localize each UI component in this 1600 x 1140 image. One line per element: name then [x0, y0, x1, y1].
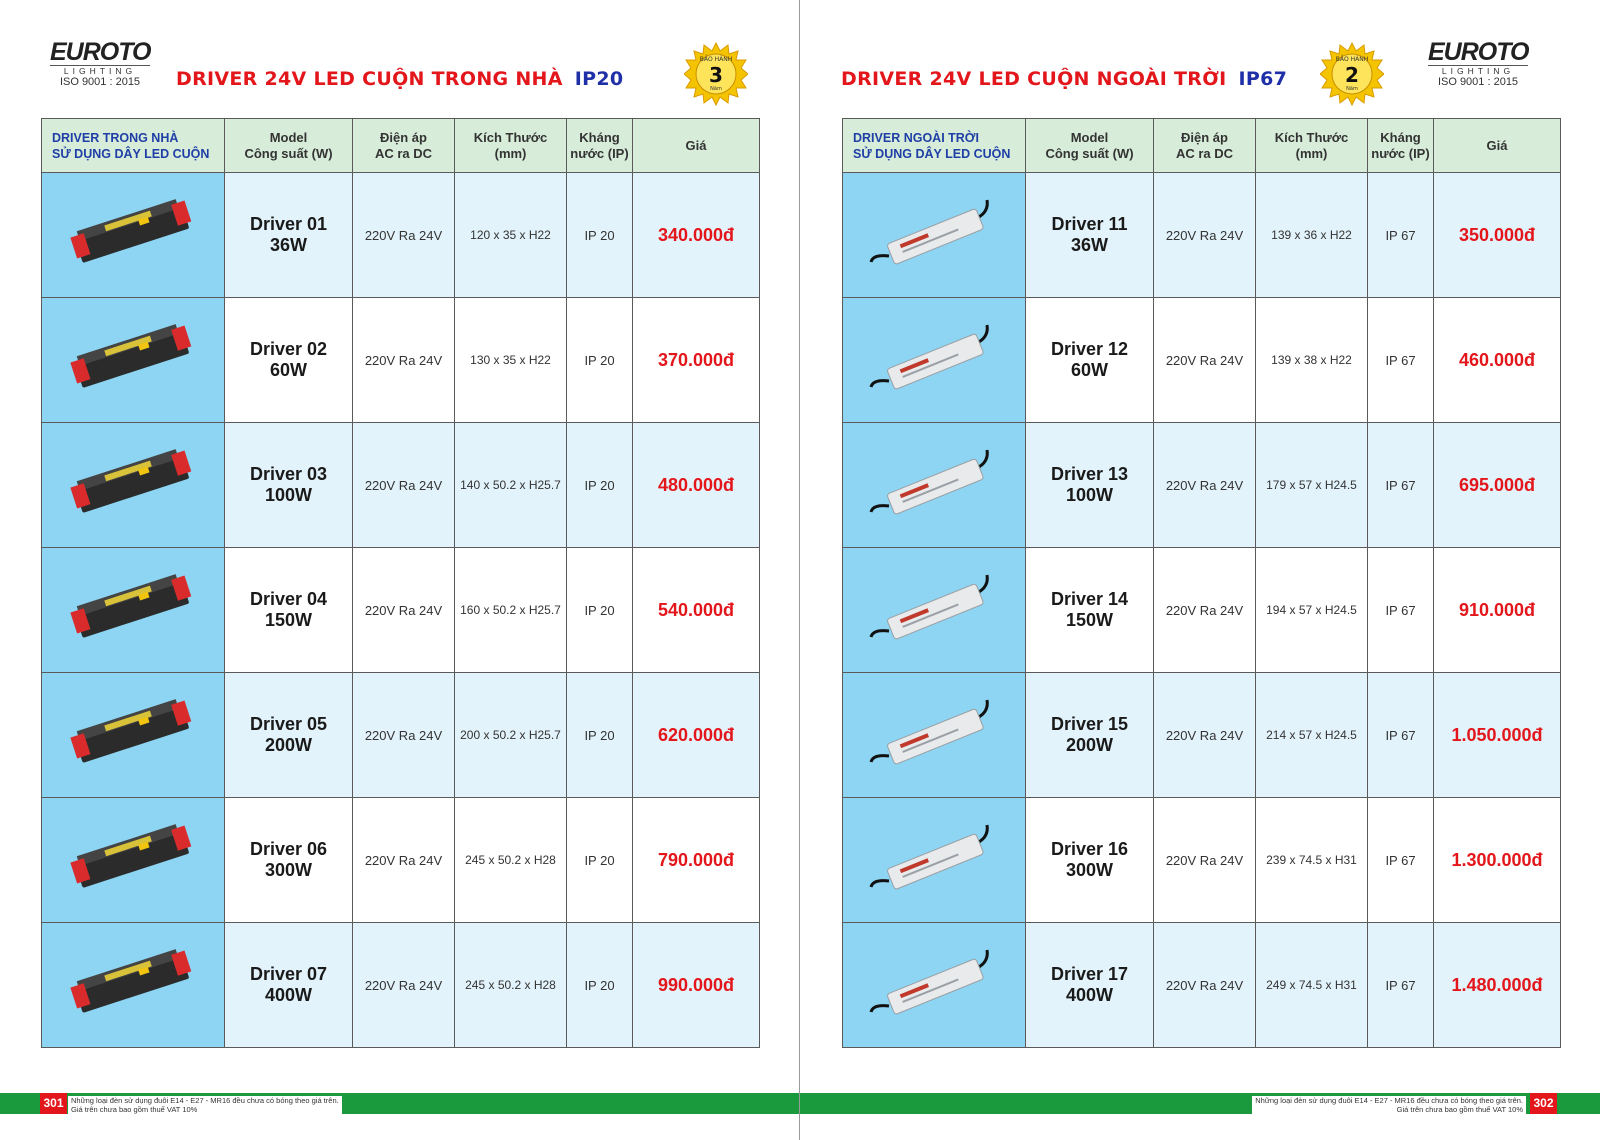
table-row	[843, 173, 1561, 298]
ip-cell: IP 20	[567, 298, 633, 423]
ip-cell: IP 67	[1368, 798, 1434, 923]
model-power: 60W	[269, 360, 307, 380]
table-row	[42, 173, 760, 298]
model-power: 400W	[264, 985, 313, 1005]
model-name: Driver 05	[249, 714, 328, 734]
voltage-cell: 220V Ra 24V	[1154, 423, 1256, 548]
driver-product-icon	[859, 188, 1009, 278]
table-row	[42, 298, 760, 423]
product-image-cell	[843, 548, 1026, 673]
product-image-cell	[42, 173, 225, 298]
iso-label: ISO 9001 : 2015	[1437, 76, 1519, 88]
size-cell: 139 x 36 x H22	[1256, 173, 1368, 298]
ip-cell: IP 20	[567, 173, 633, 298]
ip-cell: IP 67	[1368, 923, 1434, 1048]
product-image-cell	[843, 298, 1026, 423]
indoor-driver-table	[41, 118, 760, 1048]
model-name: Driver 07	[249, 964, 328, 984]
price-cell: 695.000đ	[1434, 423, 1561, 548]
voltage-cell: 220V Ra 24V	[353, 673, 455, 798]
driver-product-icon	[58, 688, 208, 778]
header-category: DRIVER NGOÀI TRỜI SỬ DỤNG DÂY LED CUỘN	[843, 119, 1026, 173]
product-image-cell	[843, 923, 1026, 1048]
driver-product-icon	[859, 438, 1009, 528]
model-cell	[225, 298, 353, 423]
ip-cell: IP 20	[567, 423, 633, 548]
model-cell	[1026, 298, 1154, 423]
model-cell	[1026, 673, 1154, 798]
size-cell: 200 x 50.2 x H25.7	[455, 673, 567, 798]
page-number: 301	[40, 1093, 67, 1114]
logo-subtitle: LIGHTING	[1428, 65, 1528, 76]
price-cell: 790.000đ	[633, 798, 760, 923]
price-cell: 1.300.000đ	[1434, 798, 1561, 923]
driver-product-icon	[859, 313, 1009, 403]
model-name: Driver 01	[249, 214, 328, 234]
badge-top-text: BẢO HÀNH	[699, 56, 733, 63]
badge-number: 3	[709, 63, 723, 87]
size-cell: 140 x 50.2 x H25.7	[455, 423, 567, 548]
product-image-cell	[843, 798, 1026, 923]
table-row	[843, 548, 1561, 673]
brand-logo	[50, 40, 150, 88]
header-voltage: Điện áp AC ra DC	[1154, 119, 1256, 173]
ip-cell: IP 67	[1368, 423, 1434, 548]
title-ip: IP67	[1238, 68, 1288, 90]
table-row	[843, 673, 1561, 798]
size-cell: 245 x 50.2 x H28	[455, 923, 567, 1048]
model-power: 200W	[1065, 735, 1114, 755]
ip-cell: IP 67	[1368, 548, 1434, 673]
footnote: Những loại đèn sử dụng đuôi E14 - E27 - MR16 đều chưa có bóng theo giá trên. Giá trên chưa bao gồm thuế VAT 10%	[68, 1096, 342, 1114]
model-name: Driver 04	[249, 589, 328, 609]
price-cell: 540.000đ	[633, 548, 760, 673]
price-cell: 460.000đ	[1434, 298, 1561, 423]
model-cell	[1026, 423, 1154, 548]
page-title	[176, 68, 623, 90]
model-cell	[225, 798, 353, 923]
ip-cell: IP 67	[1368, 173, 1434, 298]
table-row	[843, 798, 1561, 923]
badge-unit: Năm	[710, 86, 722, 92]
voltage-cell: 220V Ra 24V	[353, 798, 455, 923]
header-price: Giá	[1434, 119, 1561, 173]
model-name: Driver 17	[1050, 964, 1129, 984]
size-cell: 179 x 57 x H24.5	[1256, 423, 1368, 548]
model-name: Driver 02	[249, 339, 328, 359]
voltage-cell: 220V Ra 24V	[353, 548, 455, 673]
voltage-cell: 220V Ra 24V	[353, 923, 455, 1048]
table-row	[42, 548, 760, 673]
product-image-cell	[42, 673, 225, 798]
table-header	[843, 119, 1561, 173]
model-cell	[225, 923, 353, 1048]
price-cell: 480.000đ	[633, 423, 760, 548]
driver-product-icon	[58, 188, 208, 278]
header-category: DRIVER TRONG NHÀ SỬ DỤNG DÂY LED CUỘN	[42, 119, 225, 173]
product-image-cell	[843, 673, 1026, 798]
table-row	[843, 298, 1561, 423]
price-cell: 350.000đ	[1434, 173, 1561, 298]
model-power: 100W	[264, 485, 313, 505]
size-cell: 139 x 38 x H22	[1256, 298, 1368, 423]
title-ip: IP20	[574, 68, 624, 90]
model-power: 200W	[264, 735, 313, 755]
table-row	[843, 923, 1561, 1048]
model-cell	[225, 423, 353, 548]
driver-product-icon	[58, 313, 208, 403]
warranty-badge-icon	[1320, 42, 1384, 106]
driver-product-icon	[58, 563, 208, 653]
table-header	[42, 119, 760, 173]
model-cell	[225, 173, 353, 298]
table-row	[42, 798, 760, 923]
product-image-cell	[843, 173, 1026, 298]
warranty-badge-icon	[684, 42, 748, 106]
driver-product-icon	[58, 438, 208, 528]
model-power: 150W	[264, 610, 313, 630]
model-power: 60W	[1070, 360, 1108, 380]
logo-subtitle: LIGHTING	[50, 65, 150, 76]
ip-cell: IP 20	[567, 673, 633, 798]
ip-cell: IP 67	[1368, 673, 1434, 798]
ip-cell: IP 20	[567, 798, 633, 923]
size-cell: 130 x 35 x H22	[455, 298, 567, 423]
model-power: 100W	[1065, 485, 1114, 505]
model-name: Driver 06	[249, 839, 328, 859]
table-row	[843, 423, 1561, 548]
size-cell: 245 x 50.2 x H28	[455, 798, 567, 923]
voltage-cell: 220V Ra 24V	[353, 423, 455, 548]
badge-number: 2	[1345, 63, 1359, 87]
badge-top-text: BẢO HÀNH	[1335, 56, 1369, 63]
size-cell: 249 x 74.5 x H31	[1256, 923, 1368, 1048]
model-power: 36W	[1070, 235, 1108, 255]
model-cell	[225, 673, 353, 798]
size-cell: 120 x 35 x H22	[455, 173, 567, 298]
driver-product-icon	[58, 938, 208, 1028]
price-cell: 340.000đ	[633, 173, 760, 298]
header-price: Giá	[633, 119, 760, 173]
voltage-cell: 220V Ra 24V	[1154, 173, 1256, 298]
model-name: Driver 12	[1050, 339, 1129, 359]
model-name: Driver 13	[1050, 464, 1129, 484]
size-cell: 239 x 74.5 x H31	[1256, 798, 1368, 923]
model-power: 36W	[269, 235, 307, 255]
table-row	[42, 673, 760, 798]
table-row	[42, 423, 760, 548]
badge-unit: Năm	[1346, 86, 1358, 92]
driver-product-icon	[859, 813, 1009, 903]
page-title	[841, 68, 1287, 90]
title-text: DRIVER 24V LED CUỘN TRONG NHÀ	[176, 68, 563, 90]
logo-wordmark: EUROTO	[1428, 38, 1529, 66]
model-cell	[1026, 798, 1154, 923]
voltage-cell: 220V Ra 24V	[353, 173, 455, 298]
driver-product-icon	[859, 563, 1009, 653]
product-image-cell	[42, 423, 225, 548]
model-cell	[225, 548, 353, 673]
size-cell: 160 x 50.2 x H25.7	[455, 548, 567, 673]
voltage-cell: 220V Ra 24V	[1154, 548, 1256, 673]
header-ip: Kháng nước (IP)	[567, 119, 633, 173]
header-size: Kích Thước (mm)	[455, 119, 567, 173]
product-image-cell	[42, 548, 225, 673]
voltage-cell: 220V Ra 24V	[1154, 798, 1256, 923]
model-power: 300W	[264, 860, 313, 880]
model-name: Driver 15	[1050, 714, 1129, 734]
voltage-cell: 220V Ra 24V	[1154, 923, 1256, 1048]
model-cell	[1026, 548, 1154, 673]
model-cell	[1026, 923, 1154, 1048]
size-cell: 194 x 57 x H24.5	[1256, 548, 1368, 673]
model-name: Driver 11	[1051, 214, 1128, 234]
product-image-cell	[843, 423, 1026, 548]
price-cell: 990.000đ	[633, 923, 760, 1048]
header-ip: Kháng nước (IP)	[1368, 119, 1434, 173]
outdoor-driver-table	[842, 118, 1561, 1048]
model-power: 150W	[1065, 610, 1114, 630]
model-power: 400W	[1065, 985, 1114, 1005]
ip-cell: IP 67	[1368, 298, 1434, 423]
voltage-cell: 220V Ra 24V	[1154, 673, 1256, 798]
price-cell: 1.050.000đ	[1434, 673, 1561, 798]
product-image-cell	[42, 923, 225, 1048]
logo-wordmark: EUROTO	[50, 38, 151, 66]
brand-logo	[1428, 40, 1528, 88]
header-model: Model Công suất (W)	[225, 119, 353, 173]
model-name: Driver 03	[249, 464, 328, 484]
model-name: Driver 14	[1050, 589, 1129, 609]
right-page	[800, 0, 1600, 1140]
model-power: 300W	[1065, 860, 1114, 880]
header-model: Model Công suất (W)	[1026, 119, 1154, 173]
price-cell: 370.000đ	[633, 298, 760, 423]
size-cell: 214 x 57 x H24.5	[1256, 673, 1368, 798]
model-name: Driver 16	[1050, 839, 1129, 859]
price-cell: 1.480.000đ	[1434, 923, 1561, 1048]
footnote: Những loại đèn sử dụng đuôi E14 - E27 - MR16 đều chưa có bóng theo giá trên. Giá trên chưa bao gồm thuế VAT 10%	[1252, 1096, 1526, 1114]
driver-product-icon	[859, 938, 1009, 1028]
title-text: DRIVER 24V LED CUỘN NGOÀI TRỜI	[841, 68, 1227, 90]
page-number: 302	[1530, 1093, 1557, 1114]
product-image-cell	[42, 798, 225, 923]
voltage-cell: 220V Ra 24V	[1154, 298, 1256, 423]
model-cell	[1026, 173, 1154, 298]
table-row	[42, 923, 760, 1048]
driver-product-icon	[859, 688, 1009, 778]
price-cell: 910.000đ	[1434, 548, 1561, 673]
voltage-cell: 220V Ra 24V	[353, 298, 455, 423]
iso-label: ISO 9001 : 2015	[59, 76, 141, 88]
ip-cell: IP 20	[567, 548, 633, 673]
price-cell: 620.000đ	[633, 673, 760, 798]
driver-product-icon	[58, 813, 208, 903]
header-size: Kích Thước (mm)	[1256, 119, 1368, 173]
product-image-cell	[42, 298, 225, 423]
ip-cell: IP 20	[567, 923, 633, 1048]
header-voltage: Điện áp AC ra DC	[353, 119, 455, 173]
